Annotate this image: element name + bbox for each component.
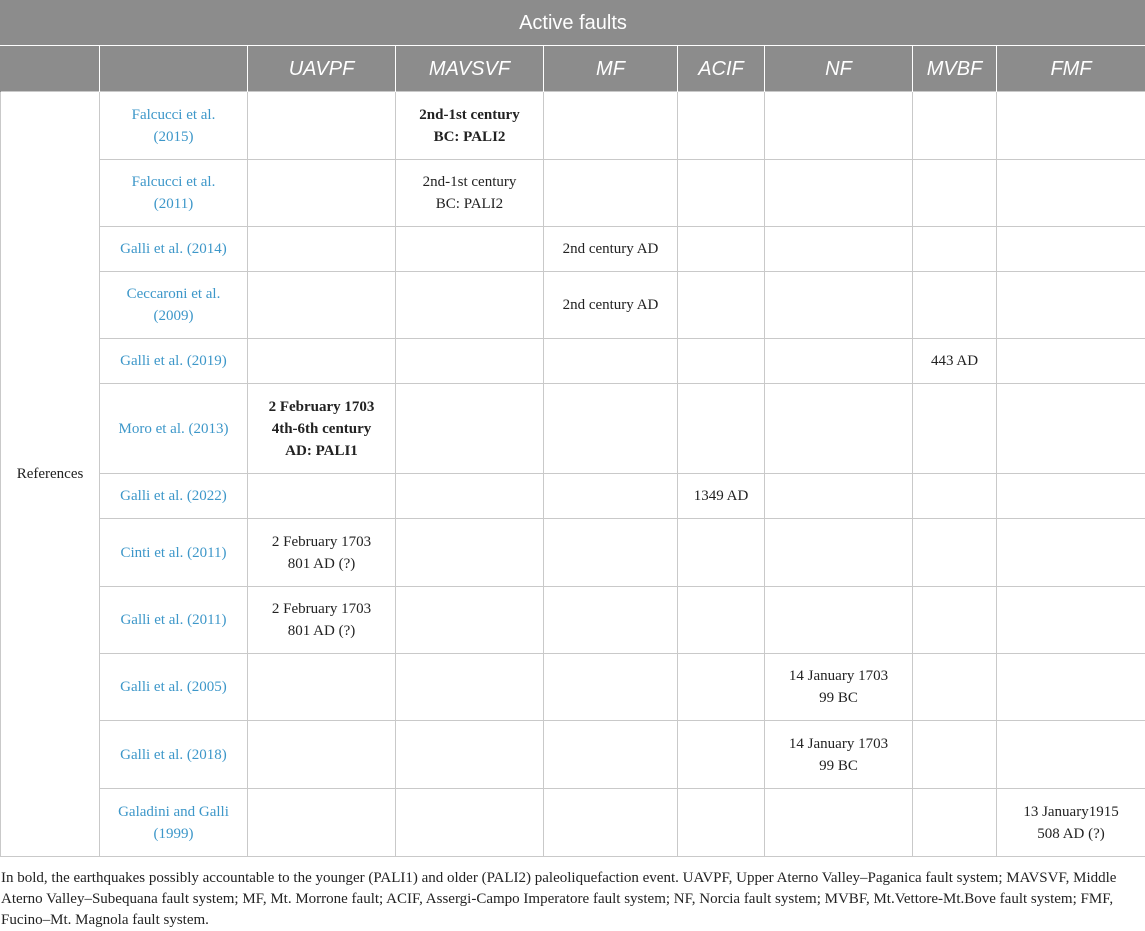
table-cell: [678, 160, 765, 227]
table-cell: 1349 AD: [678, 474, 765, 519]
table-cell: [544, 789, 678, 857]
table-cell: [248, 474, 396, 519]
table-cell: [765, 339, 913, 384]
table-cell: [678, 721, 765, 789]
table-row: [1, 92, 1145, 160]
table-cell: 443 AD: [913, 339, 997, 384]
table-cell: [997, 519, 1145, 587]
table-cell: 2 February 1703 801 AD (?): [248, 519, 396, 587]
table-cell: 2 February 1703 4th-6th century AD: PALI1: [248, 384, 396, 474]
table-row: [1, 587, 1145, 654]
table-cell: 2nd century AD: [544, 272, 678, 339]
table-cell: [396, 587, 544, 654]
header-acif: ACIF: [678, 46, 765, 92]
header-mavsvf: MAVSVF: [396, 46, 544, 92]
table-cell: [913, 789, 997, 857]
table-cell: [678, 587, 765, 654]
table-cell: [678, 272, 765, 339]
header-empty: [100, 46, 248, 92]
table-cell: [678, 227, 765, 272]
table-cell: [248, 227, 396, 272]
reference-cell: Galli et al. (2005): [100, 654, 248, 721]
reference-cell: Galadini and Galli (1999): [100, 789, 248, 857]
table-cell: [678, 384, 765, 474]
table-cell: [765, 587, 913, 654]
header-empty-left: [1, 46, 100, 92]
table-cell: [997, 384, 1145, 474]
table-cell: [678, 654, 765, 721]
table-cell: [765, 384, 913, 474]
reference-cell: Cinti et al. (2011): [100, 519, 248, 587]
table-cell: [248, 339, 396, 384]
table-row: [1, 654, 1145, 721]
table-cell: [913, 160, 997, 227]
table-cell: [544, 339, 678, 384]
table-row: [1, 384, 1145, 474]
header-fmf: FMF: [997, 46, 1145, 92]
table-cell: [997, 474, 1145, 519]
table-cell: [248, 721, 396, 789]
table-row: [1, 160, 1145, 227]
table-footnote: In bold, the earthquakes possibly accountable to the younger (PALI1) and older (PALI2) paleoliquefaction event. UAVPF, Upper Aterno Valley–Paganica fault system; MAVSVF, Middle Aterno Valley–Subequana fault system; MF, Mt. Morrone fault; ACIF, Assergi-Campo Imperatore fault system; NF, Norcia fault system; MVBF, Mt.Vettore-Mt.Bove fault system; FMF, Fucino–Mt. Magnola fault system.: [0, 868, 1145, 931]
table-cell: [248, 789, 396, 857]
table-cell: [765, 92, 913, 160]
table-cell: [997, 654, 1145, 721]
reference-cell: Falcucci et al. (2015): [100, 92, 248, 160]
table-row: [1, 519, 1145, 587]
reference-cell: Galli et al. (2019): [100, 339, 248, 384]
table-cell: 14 January 1703 99 BC: [765, 654, 913, 721]
table-cell: [913, 384, 997, 474]
table-cell: [396, 721, 544, 789]
table-cell: [248, 654, 396, 721]
table-cell: [248, 272, 396, 339]
table-row: [1, 339, 1145, 384]
table-cell: [396, 654, 544, 721]
table-cell: [396, 272, 544, 339]
table-cell: [913, 721, 997, 789]
table-cell: [396, 227, 544, 272]
table-cell: [765, 227, 913, 272]
table-body: [1, 92, 1145, 857]
table-cell: [544, 160, 678, 227]
table-cell: [765, 519, 913, 587]
reference-cell: Falcucci et al. (2011): [100, 160, 248, 227]
table-cell: [396, 519, 544, 587]
table-cell: [544, 721, 678, 789]
table-cell: 14 January 1703 99 BC: [765, 721, 913, 789]
reference-cell: Galli et al. (2014): [100, 227, 248, 272]
table-cell: [913, 92, 997, 160]
table-row: [1, 272, 1145, 339]
table-row: [1, 227, 1145, 272]
table-cell: [765, 160, 913, 227]
table-cell: [997, 92, 1145, 160]
table-cell: [544, 654, 678, 721]
table-cell: [997, 227, 1145, 272]
table-cell: [396, 384, 544, 474]
table-cell: [913, 587, 997, 654]
table-cell: [997, 160, 1145, 227]
header-nf: NF: [765, 46, 913, 92]
table-cell: [765, 474, 913, 519]
table-cell: [544, 92, 678, 160]
table-cell: 2nd century AD: [544, 227, 678, 272]
table-cell: [765, 272, 913, 339]
table-row: [1, 721, 1145, 789]
table-cell: [678, 92, 765, 160]
table-cell: [913, 474, 997, 519]
header-mvbf: MVBF: [913, 46, 997, 92]
reference-cell: Galli et al. (2022): [100, 474, 248, 519]
table-cell: [544, 384, 678, 474]
reference-cell: Ceccaroni et al. (2009): [100, 272, 248, 339]
table-cell: [396, 789, 544, 857]
table-cell: [678, 519, 765, 587]
table-cell: [396, 339, 544, 384]
table-cell: [913, 227, 997, 272]
table-cell: [997, 587, 1145, 654]
header-mf: MF: [544, 46, 678, 92]
table-cell: 2nd-1st century BC: PALI2: [396, 92, 544, 160]
reference-cell: Galli et al. (2011): [100, 587, 248, 654]
table-cell: [544, 474, 678, 519]
table-cell: [913, 519, 997, 587]
table-title: Active faults: [1, 1, 1145, 46]
table-cell: [396, 474, 544, 519]
table-cell: [997, 339, 1145, 384]
row-group-label: References: [1, 92, 100, 857]
table-cell: [248, 92, 396, 160]
table-cell: [913, 272, 997, 339]
table-cell: [765, 789, 913, 857]
table-row: [1, 474, 1145, 519]
table-cell: 2 February 1703 801 AD (?): [248, 587, 396, 654]
table-cell: [248, 160, 396, 227]
table-cell: [544, 587, 678, 654]
title-row: [1, 1, 1145, 46]
reference-cell: Galli et al. (2018): [100, 721, 248, 789]
table-cell: [678, 339, 765, 384]
table-cell: [544, 519, 678, 587]
column-header-row: [1, 46, 1145, 92]
table-cell: [678, 789, 765, 857]
table-cell: [997, 272, 1145, 339]
reference-cell: Moro et al. (2013): [100, 384, 248, 474]
table-cell: [997, 721, 1145, 789]
header-uavpf: UAVPF: [248, 46, 396, 92]
table-cell: [913, 654, 997, 721]
table-cell: 2nd-1st century BC: PALI2: [396, 160, 544, 227]
table-row: [1, 789, 1145, 857]
table-cell: 13 January1915 508 AD (?): [997, 789, 1145, 857]
